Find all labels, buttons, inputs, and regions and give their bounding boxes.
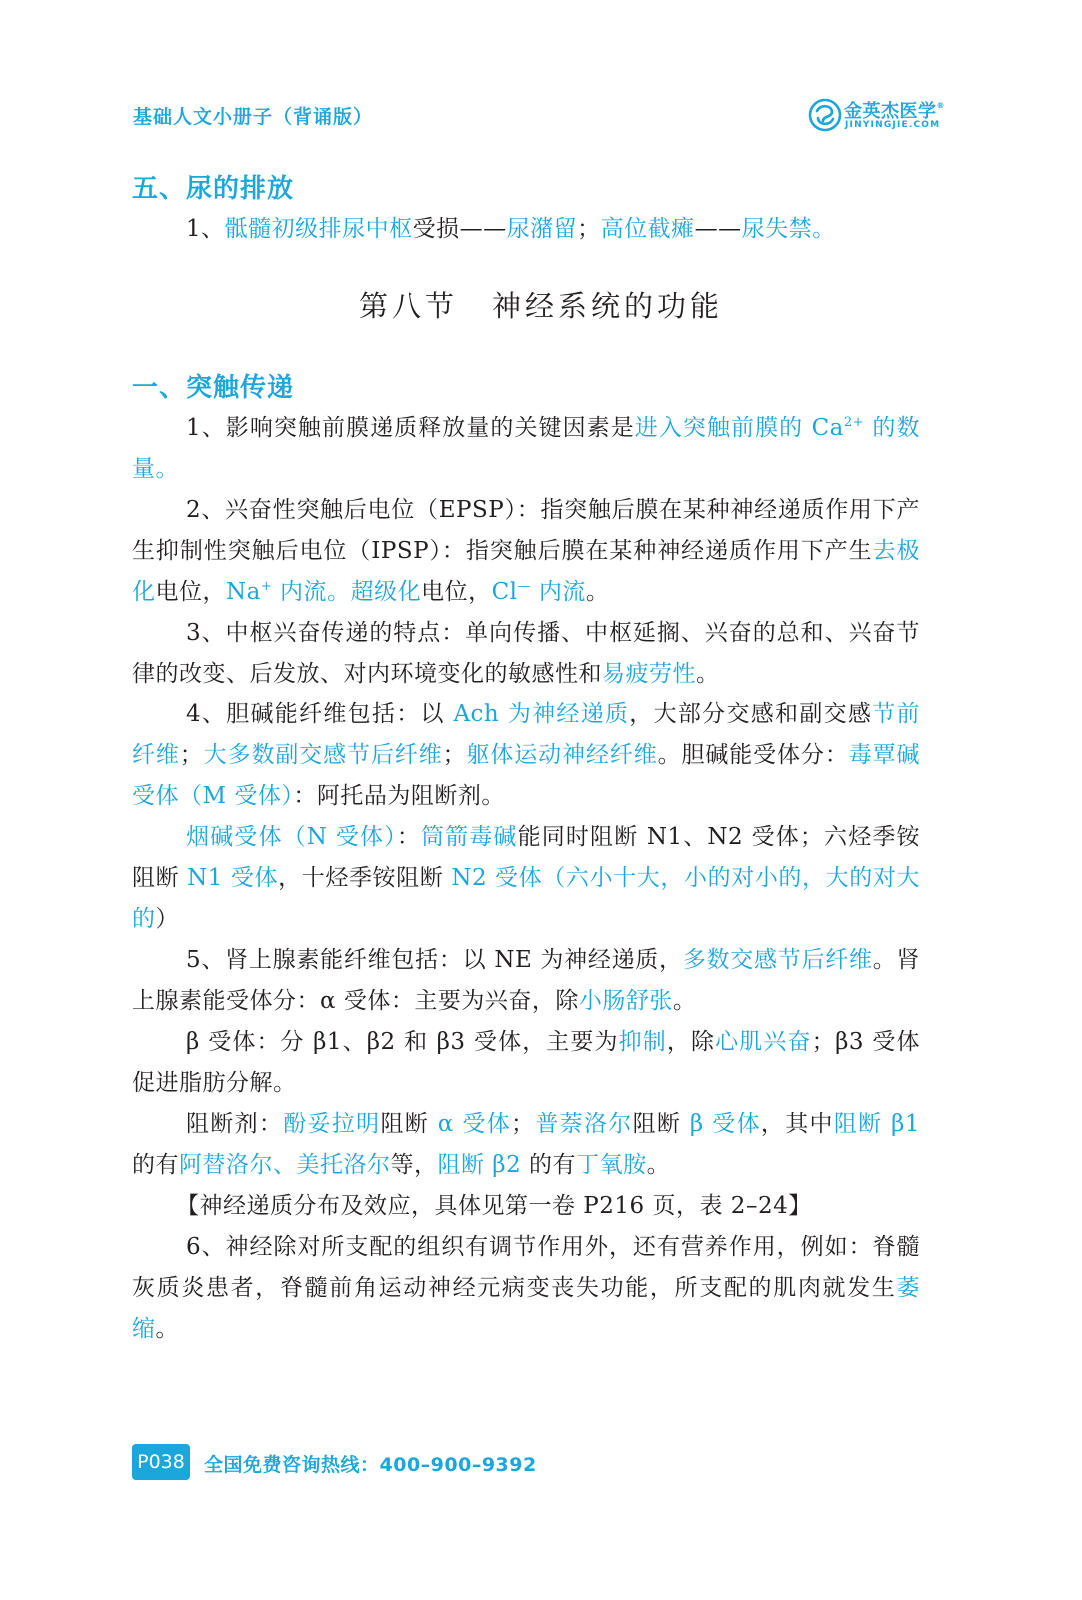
brand-logo <box>808 96 958 136</box>
paragraph-reference-note: 【神经递质分布及效应，具体见第一卷 P216 页，表 2–24】 <box>176 1193 812 1219</box>
header-title: 基础人文小册子（背诵版） <box>133 106 374 128</box>
swirl-logo-icon <box>808 98 842 132</box>
paragraph-synapse-8: 阻断剂：酚妥拉明阻断 α 受体；普萘洛尔阻断 β 受体，其中阻断 β1 的有阿替洛尔、美托洛尔等，阻断 β2 的有丁氧胺。 <box>132 1111 921 1178</box>
hotline-text: 全国免费咨询热线：400–900–9392 <box>204 1454 537 1476</box>
chapter-title: 第八节 神经系统的功能 <box>358 289 724 323</box>
paragraph-urination-1: 1、骶髓初级排尿中枢受损——尿潴留；高位截瘫——尿失禁。 <box>186 216 836 242</box>
section-heading-urination: 五、尿的排放 <box>132 174 295 204</box>
paragraph-synapse-6: 5、肾上腺素能纤维包括：以 NE 为神经递质，多数交感节后纤维。肾上腺素能受体分：α 受体：主要为兴奋，除小肠舒张。 <box>132 947 921 1014</box>
section-heading-synaptic-transmission: 一、突触传递 <box>132 373 295 403</box>
logo-english-name: JINYINGJIE.COM <box>845 120 941 130</box>
logo-chinese-name: 金英杰医学® <box>844 101 945 122</box>
paragraph-synapse-7: β 受体：分 β1、β2 和 β3 受体，主要为抑制，除心肌兴奋；β3 受体促进脂肪分解。 <box>132 1029 921 1096</box>
paragraph-synapse-5: 烟碱受体（N 受体）：筒箭毒碱能同时阻断 N1、N2 受体；六烃季铵阻断 N1 受体，十烃季铵阻断 N2 受体（六小十大，小的对小的，大的对大的） <box>132 824 921 932</box>
paragraph-synapse-1: 1、影响突触前膜递质释放量的关键因素是进入突触前膜的 $Ca^{2+}$ 的数量。 <box>132 415 920 482</box>
paragraph-synapse-2: 2、兴奋性突触后电位（EPSP）：指突触后膜在某种神经递质作用下产生抑制性突触后电位（IPSP）：指突触后膜在某种神经递质作用下产生去极化电位，Na+ 内流。超级化电位，Cl— 内流。 <box>132 497 921 605</box>
page-number-badge: P038 <box>132 1444 190 1480</box>
paragraph-synapse-10: 6、神经除对所支配的组织有调节作用外，还有营养作用，例如：脊髓灰质炎患者，脊髓前角运动神经元病变丧失功能，所支配的肌肉就发生萎缩。 <box>132 1234 920 1342</box>
paragraph-synapse-4: 4、胆碱能纤维包括：以 Ach 为神经递质，大部分交感和副交感节前纤维；大多数副交感节后纤维；躯体运动神经纤维。胆碱能受体分：毒覃碱受体（M 受体）：阿托品为阻断剂。 <box>132 701 920 809</box>
paragraph-synapse-3: 3、中枢兴奋传递的特点：单向传播、中枢延搁、兴奋的总和、兴奋节律的改变、后发放、对内环境变化的敏感性和易疲劳性。 <box>132 620 920 687</box>
